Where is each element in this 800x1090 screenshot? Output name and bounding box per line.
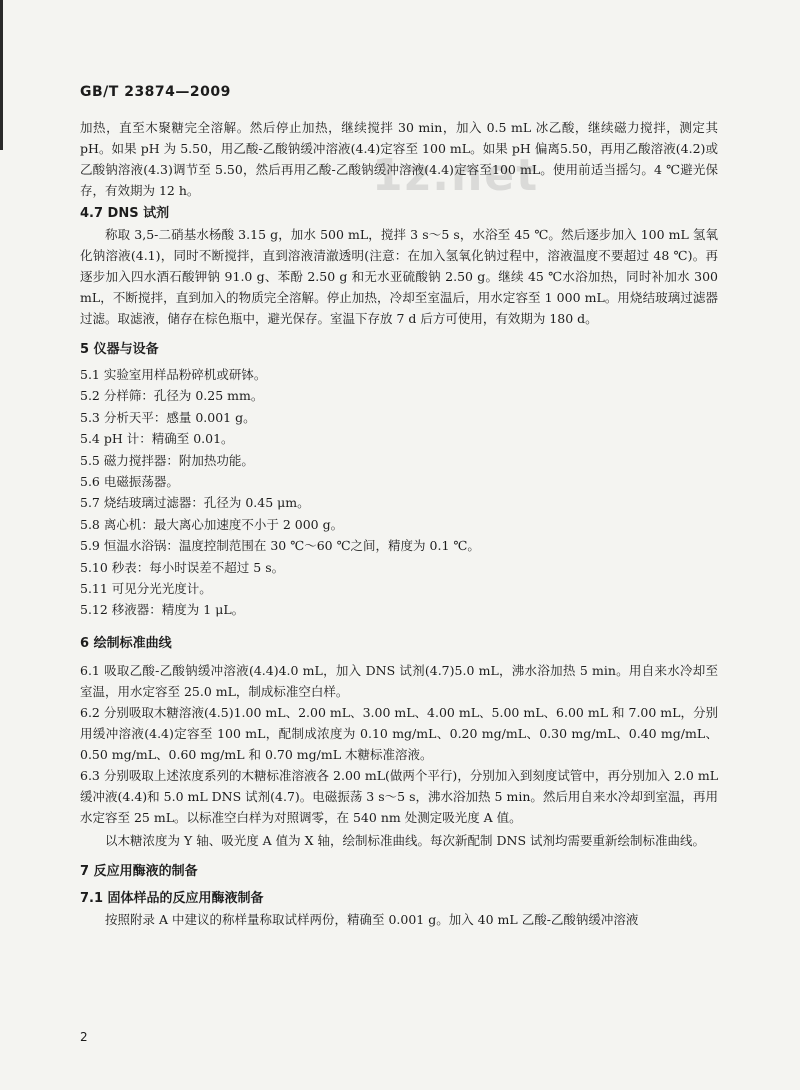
equipment-item: 5.12 移液器：精度为 1 μL。 [80, 602, 245, 618]
equipment-item: 5.5 磁力搅拌器：附加热功能。 [80, 452, 254, 468]
equipment-item: 5.9 恒温水浴锅：温度控制范围在 30 ℃～60 ℃之间，精度为 0.1 ℃。 [80, 538, 480, 554]
equipment-item: 5.6 电磁振荡器。 [80, 474, 179, 490]
equipment-item: 5.4 pH 计：精确至 0.01。 [80, 431, 234, 447]
continued-paragraph: 加热，直至木聚糖完全溶解。然后停止加热，继续搅拌 30 min，加入 0.5 mL 冰乙酸，继续磁力搅拌，测定其 pH。如果 pH 为 5.50，用乙酸-乙酸钠缓冲溶液(4.4)定容至 100 mL。如果 pH 偏离5.50，再用乙酸溶液(4.2)或乙酸钠溶液(4.3)调节至 5.50，然后再用乙酸-乙酸钠缓冲溶液(4.4)定容至100 mL。使用前适当摇匀。4 ℃避光保存，有效期为 12 h。 [80, 120, 718, 198]
equipment-item: 5.2 分样筛：孔径为 0.25 mm。 [80, 388, 264, 404]
section-4-7-title: 4.7 DNS 试剂 [80, 206, 170, 221]
body-content [80, 117, 718, 930]
section-4-7-text: 称取 3,5-二硝基水杨酸 3.15 g，加水 500 mL，搅拌 3 s～5 s，水浴至 45 ℃。然后逐步加入 100 mL 氢氧化钠溶液(4.1)，同时不断搅拌，直到溶液清澈透明(注意：在加入氢氧化钠过程中，溶液温度不要超过 48 ℃)。再逐步加入四水酒石酸钾钠 91.0 g、苯酚 2.50 g 和无水亚硫酸钠 2.50 g。继续 45 ℃水浴加热，同时补加水 300 mL，不断搅拌，直到加入的物质完全溶解。停止加热，冷却至室温后，用水定容至 1 000 mL。用烧结玻璃过滤器过滤。取滤液，储存在棕色瓶中，避光保存。室温下存放 7 d 后方可使用，有效期为 180 d。 [80, 227, 718, 326]
equipment-item: 5.7 烧结玻璃过滤器：孔径为 0.45 μm。 [80, 495, 310, 511]
equipment-item: 5.8 离心机：最大离心加速度不小于 2 000 g。 [80, 516, 344, 532]
equipment-item: 5.3 分析天平：感量 0.001 g。 [80, 409, 256, 425]
section-6-title: 6 绘制标准曲线 [80, 635, 172, 651]
section-6-2: 6.2 分别吸取木糖溶液(4.5)1.00 mL、2.00 mL、3.00 mL、4.00 mL、5.00 mL、6.00 mL 和 7.00 mL，分别用缓冲溶液(4.4)定容至 100 mL，配制成浓度为 0.10 mg/mL、0.20 mg/mL、0.30 mg/mL、0.40 mg/mL、0.50 mg/mL、0.60 mg/mL 和 0.70 mg/mL 木糖标准溶液。 [80, 704, 718, 762]
section-5-title: 5 仪器与设备 [80, 342, 159, 357]
section-6-1: 6.1 吸取乙酸-乙酸钠缓冲溶液(4.4)4.0 mL，加入 DNS 试剂(4.7)5.0 mL，沸水浴加热 5 min。用自来水冷却至室温，用水定容至 25.0 mL，制成标准空白样。 [80, 662, 718, 699]
page-edge-rule [0, 0, 3, 150]
equipment-item: 5.11 可见分光光度计。 [80, 581, 212, 597]
watermark: 1z.net [372, 150, 540, 201]
page-number: 2 [80, 1030, 88, 1044]
equipment-item: 5.10 秒表：每小时误差不超过 5 s。 [80, 559, 285, 575]
section-6-3: 6.3 分别吸取上述浓度系列的木糖标准溶液各 2.00 mL(做两个平行)，分别加入到刻度试管中，再分别加入 2.0 mL 缓冲液(4.4)和 5.0 mL DNS 试剂(4.7)。电磁振荡 3 s～5 s，沸水浴加热 5 min。然后用自来水冷却到室温，再用水定容至 25 mL。以标准空白样为对照调零，在 540 nm 处测定吸光度 A 值。 [80, 767, 718, 825]
standard-code: GB/T 23874—2009 [80, 84, 231, 100]
section-6-note: 以木糖浓度为 Y 轴、吸光度 A 值为 X 轴，绘制标准曲线。每次新配制 DNS 试剂均需要重新绘制标准曲线。 [105, 832, 705, 848]
section-7-1-title: 7.1 固体样品的反应用酶液制备 [80, 890, 264, 906]
equipment-item: 5.1 实验室用样品粉碎机或研钵。 [80, 367, 267, 382]
equipment-list [80, 364, 718, 621]
section-7-title: 7 反应用酶液的制备 [80, 863, 198, 879]
section-7-1-text: 按照附录 A 中建议的称样量称取试样两份，精确至 0.001 g。加入 40 mL 乙酸-乙酸钠缓冲溶液 [105, 911, 639, 927]
